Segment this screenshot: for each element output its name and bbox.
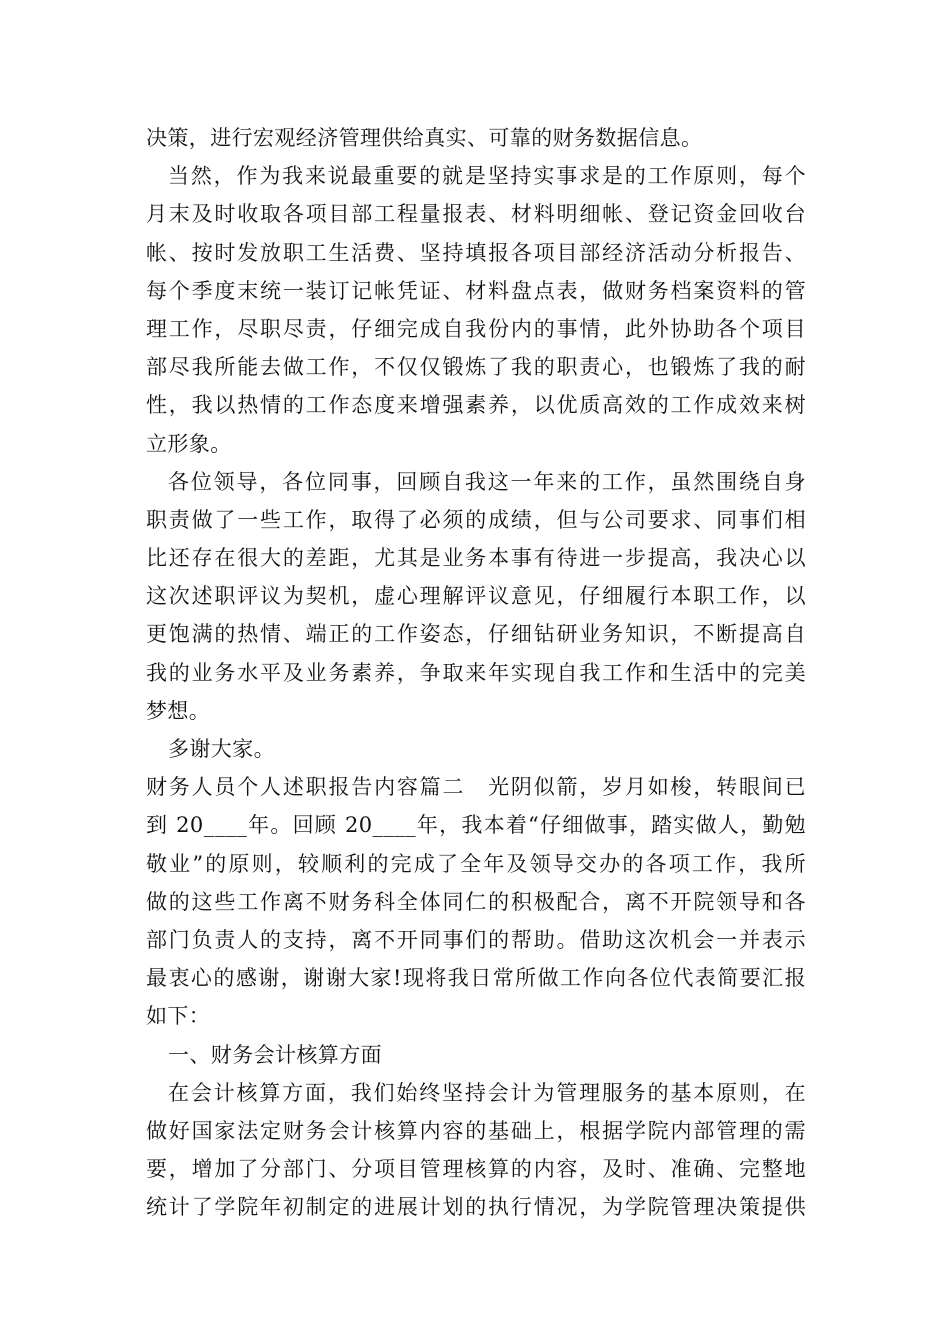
text-line: 梦想。 xyxy=(146,698,211,723)
text-line: 如下： xyxy=(146,1004,211,1029)
text-line: 做好国家法定财务会计核算内容的基础上，根据学院内部管理的需 xyxy=(146,1118,806,1143)
text-line: 当然，作为我来说最重要的就是坚持实事求是的工作原则，每个 xyxy=(168,164,806,189)
text-line: 我的业务水平及业务素养，争取来年实现自我工作和生活中的完美 xyxy=(146,660,806,685)
text-line: 立形象。 xyxy=(146,431,232,456)
text-line: 这次述职评议为契机，虚心理解评议意见，仔细履行本职工作，以 xyxy=(146,584,806,609)
text-line: 多谢大家。 xyxy=(168,737,275,761)
text-line: 做的这些工作离不财务科全体同仁的积极配合，离不开院领导和各 xyxy=(146,889,806,914)
text-line: 帐、按时发放职工生活费、坚持填报各项目部经济活动分析报告、 xyxy=(146,240,806,265)
text-line: 敬业”的原则，较顺利的完成了全年及领导交办的各项工作，我所 xyxy=(146,851,806,876)
text-line: 每个季度末统一装订记帐凭证、材料盘点表，做财务档案资料的管 xyxy=(146,278,806,303)
text-line: 统计了学院年初制定的进展计划的执行情况，为学院管理决策提供 xyxy=(146,1195,806,1220)
text-line: 要，增加了分部门、分项目管理核算的内容，及时、准确、完整地 xyxy=(146,1157,806,1182)
text-line: 理工作，尽职尽责，仔细完成自我份内的事情，此外协助各个项目 xyxy=(146,316,806,341)
text-line: 各位领导，各位同事，回顾自我这一年来的工作，虽然围绕自身 xyxy=(168,469,806,494)
section-heading-line: 财务人员个人述职报告内容篇二 光阴似箭，岁月如梭，转眼间已 xyxy=(146,775,806,800)
subsection-heading: 一、财务会计核算方面 xyxy=(168,1042,382,1067)
text-line: 最衷心的感谢，谢谢大家!现将我日常所做工作向各位代表简要汇报 xyxy=(146,966,806,991)
text-line: 更饱满的热情、端正的工作姿态，仔细钻研业务知识，不断提高自 xyxy=(146,622,806,647)
text-line: 到 20____年。回顾 20____年，我本着“仔细做事，踏实做人，勤勉 xyxy=(146,813,806,838)
document-body xyxy=(146,119,806,1226)
text-line: 职责做了一些工作，取得了必须的成绩，但与公司要求、同事们相 xyxy=(146,507,806,532)
text-line: 月末及时收取各项目部工程量报表、材料明细帐、登记资金回收台 xyxy=(146,202,806,227)
text-line: 部门负责人的支持，离不开同事们的帮助。借助这次机会一并表示 xyxy=(146,927,806,952)
text-line: 性，我以热情的工作态度来增强素养，以优质高效的工作成效来树 xyxy=(146,393,806,418)
text-line: 部尽我所能去做工作，不仅仅锻炼了我的职责心，也锻炼了我的耐 xyxy=(146,355,806,380)
text-line: 决策，进行宏观经济管理供给真实、可靠的财务数据信息。 xyxy=(146,126,703,150)
text-line: 在会计核算方面，我们始终坚持会计为管理服务的基本原则，在 xyxy=(168,1080,806,1105)
text-line: 比还存在很大的差距，尤其是业务本事有待进一步提高，我决心以 xyxy=(146,546,806,571)
